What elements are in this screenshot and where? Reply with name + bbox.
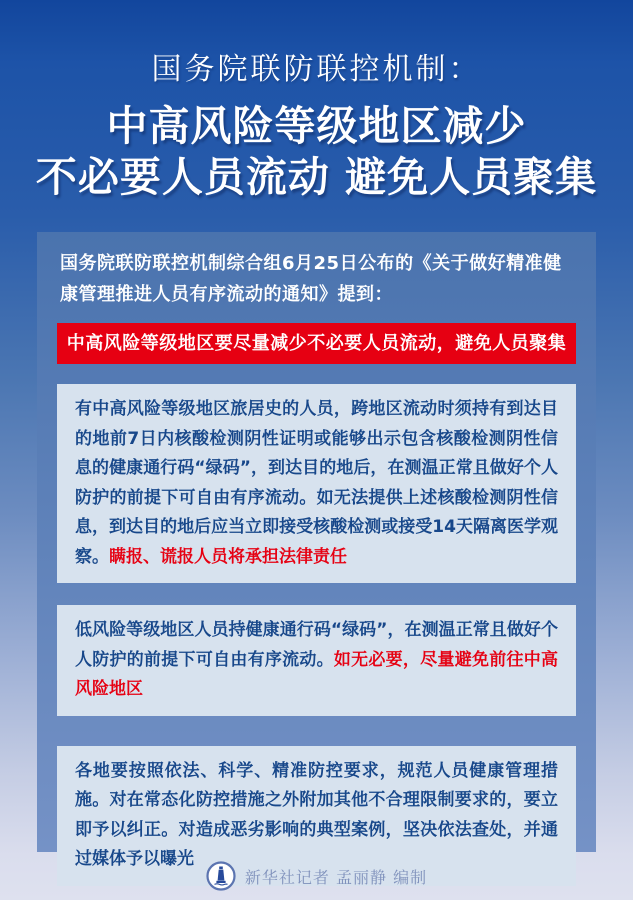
kicker-title: 国务院联防联控机制：	[151, 52, 482, 87]
highlight-banner: 中高风险等级地区要尽量减少不必要人员流动，避免人员聚集	[57, 323, 576, 364]
info-card-3-text: 各地要按照依法、科学、精准防控要求，规范人员健康管理措施。对在常态化防控措施之外附加其他不合理限制要求的，要立即予以纠正。对造成恶劣影响的典型案例，坚决依法查处，并通过媒体予以曝光	[75, 760, 558, 869]
info-card-1-highlight: 瞒报、谎报人员将承担法律责任	[109, 546, 347, 567]
page-title-line-2: 不必要人员流动 避免人员聚集	[35, 153, 598, 201]
info-card-1-text: 有中高风险等级地区旅居史的人员，跨地区流动时须持有到达目的地前7日内核酸检测阴性证明或能够出示包含核酸检测阴性信息的健康通行码“绿码”，到达目的地后，在测温正常且做好个人防护的前提下可自由有序流动。如无法提供上述核酸检测阴性信息，到达目的地后应当立即接受核酸检测或接受14天隔离医学观察。	[75, 399, 558, 567]
info-card-1	[57, 384, 576, 583]
credit-text: 新华社记者 孟丽静 编制	[244, 867, 428, 887]
footer-credit-bar	[0, 852, 633, 900]
content-panel	[37, 232, 596, 869]
info-card-2	[57, 605, 576, 716]
header	[0, 0, 633, 203]
page-title-line-1: 中高风险等级地区减少	[106, 102, 527, 150]
page-title	[0, 101, 633, 203]
intro-text: 国务院联防联控机制综合组6月25日公布的《关于做好精准健康管理推进人员有序流动的通知》提到：	[60, 253, 562, 305]
info-card-2-text: 低风险等级地区人员持健康通行码“绿码”，在测温正常且做好个人防护的前提下可自由有序流动。	[75, 620, 558, 670]
xinhua-logo-icon	[206, 861, 236, 891]
info-card-2-highlight: 如无必要，尽量避免前往中高风险地区	[75, 649, 559, 699]
